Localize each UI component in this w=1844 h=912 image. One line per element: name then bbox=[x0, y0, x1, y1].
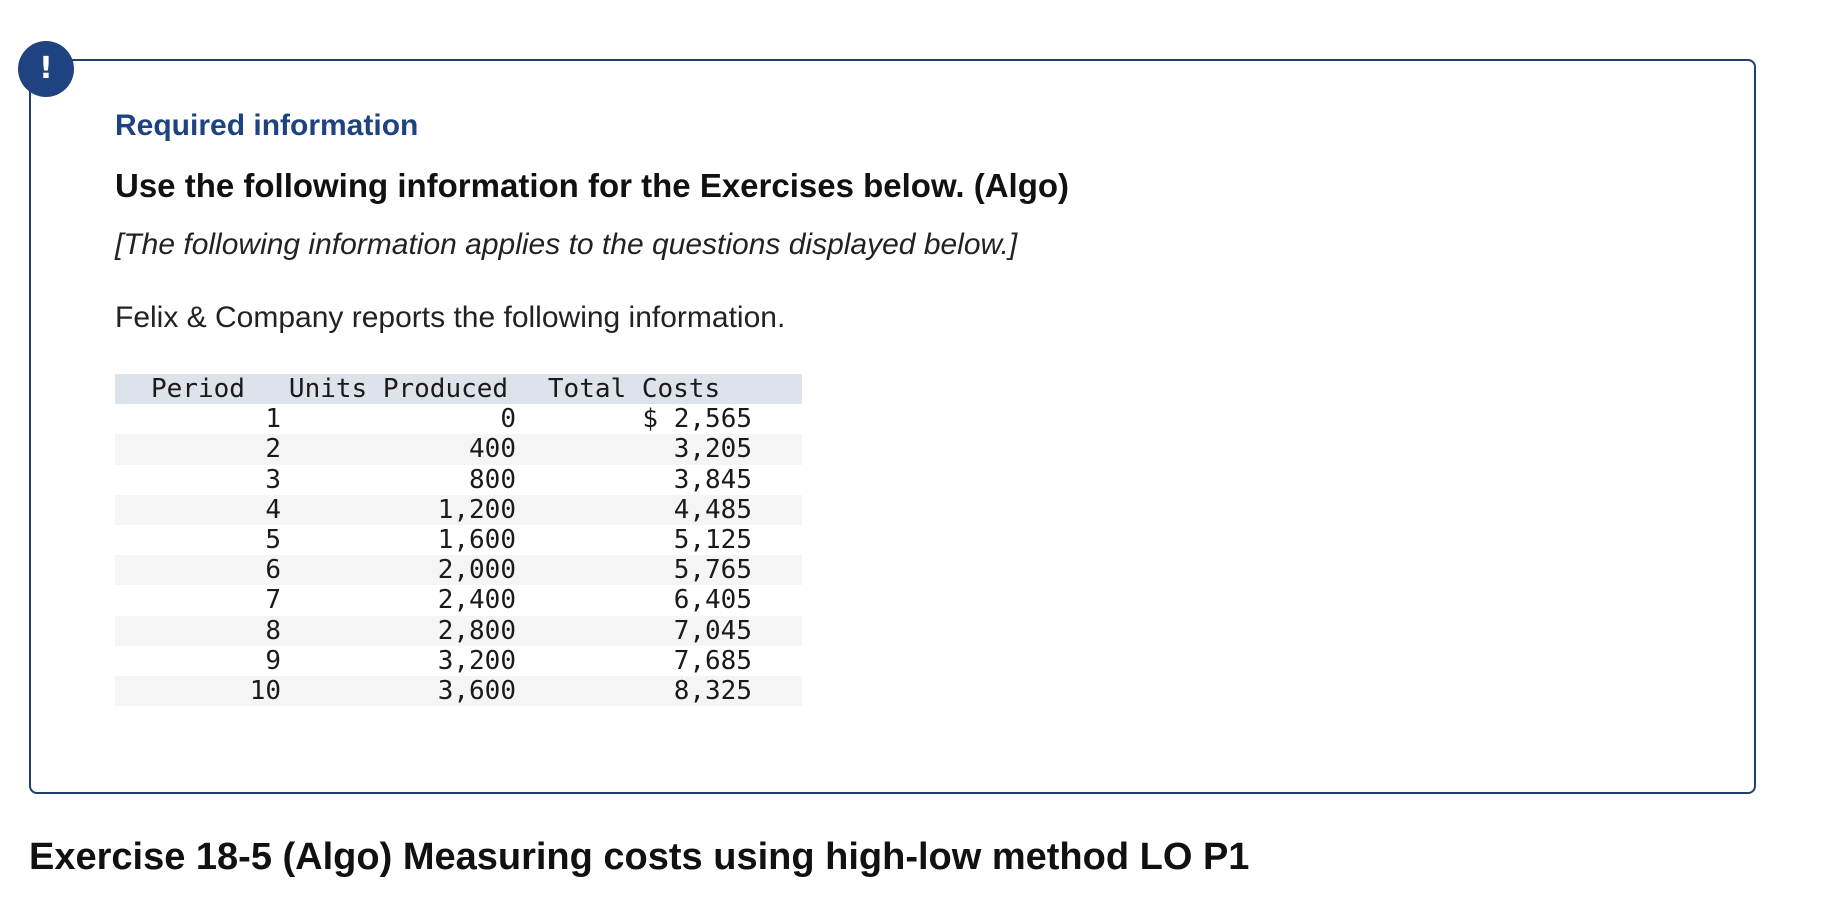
cell-total-costs: $ 2,565 bbox=[642, 404, 752, 435]
info-intro: Felix & Company reports the following information. bbox=[115, 301, 786, 334]
cell-period: 2 bbox=[265, 434, 281, 465]
cell-total-costs: 7,045 bbox=[673, 615, 752, 646]
header-total-costs: Total Costs bbox=[547, 374, 721, 405]
cell-units-produced: 2,000 bbox=[437, 555, 516, 586]
cell-pad bbox=[752, 555, 802, 585]
table-row bbox=[115, 676, 802, 706]
table-row bbox=[115, 585, 802, 615]
cell-period: 5 bbox=[265, 525, 281, 556]
exercise-title: Exercise 18-5 (Algo) Measuring costs using high-low method LO P1 bbox=[29, 836, 1250, 878]
cell-total-costs: 5,765 bbox=[673, 555, 752, 586]
cell-total-costs: 8,325 bbox=[673, 675, 752, 706]
cell-units-produced: 3,200 bbox=[437, 645, 516, 676]
cell-period: 7 bbox=[265, 585, 281, 616]
table-row bbox=[115, 434, 802, 464]
cell-total-costs: 6,405 bbox=[673, 585, 752, 616]
table-row bbox=[115, 555, 802, 585]
cell-total-costs: 3,205 bbox=[673, 434, 752, 465]
info-note: [The following information applies to the questions displayed below.] bbox=[115, 228, 1018, 261]
table-header-row bbox=[115, 374, 802, 404]
cell-units-produced: 0 bbox=[500, 404, 516, 435]
cell-total-costs: 7,685 bbox=[673, 645, 752, 676]
cell-total-costs: 5,125 bbox=[673, 525, 752, 556]
cell-units-produced: 1,600 bbox=[437, 525, 516, 556]
cell-period: 9 bbox=[265, 645, 281, 676]
cell-units-produced: 800 bbox=[469, 464, 516, 495]
cell-pad bbox=[752, 616, 802, 646]
cell-period: 10 bbox=[249, 675, 281, 706]
table-row bbox=[115, 616, 802, 646]
cell-period: 8 bbox=[265, 615, 281, 646]
table-row bbox=[115, 495, 802, 525]
cell-units-produced: 3,600 bbox=[437, 675, 516, 706]
table-row bbox=[115, 525, 802, 555]
cell-units-produced: 2,800 bbox=[437, 615, 516, 646]
header-pad bbox=[752, 374, 802, 404]
info-heading: Use the following information for the Exercises below. (Algo) bbox=[115, 167, 1070, 204]
cost-data-table bbox=[115, 374, 802, 706]
cell-period: 3 bbox=[265, 464, 281, 495]
cell-total-costs: 3,845 bbox=[673, 464, 752, 495]
alert-icon: ! bbox=[18, 41, 74, 97]
cell-units-produced: 400 bbox=[469, 434, 516, 465]
cell-pad bbox=[752, 646, 802, 676]
cell-period: 1 bbox=[265, 404, 281, 435]
cell-pad bbox=[752, 404, 802, 434]
cell-period: 4 bbox=[265, 494, 281, 525]
header-units-produced: Units Produced bbox=[288, 374, 509, 405]
cell-pad bbox=[752, 495, 802, 525]
cell-pad bbox=[752, 525, 802, 555]
table-body bbox=[115, 404, 802, 706]
cell-pad bbox=[752, 465, 802, 495]
cell-period: 6 bbox=[265, 555, 281, 586]
cell-pad bbox=[752, 676, 802, 706]
table-row bbox=[115, 404, 802, 434]
cell-units-produced: 2,400 bbox=[437, 585, 516, 616]
header-period: Period bbox=[151, 374, 245, 405]
cell-units-produced: 1,200 bbox=[437, 494, 516, 525]
cell-total-costs: 4,485 bbox=[673, 494, 752, 525]
table-row bbox=[115, 465, 802, 495]
cell-pad bbox=[752, 585, 802, 615]
table-row bbox=[115, 646, 802, 676]
required-info-label: Required information bbox=[115, 109, 419, 142]
cell-pad bbox=[752, 434, 802, 464]
